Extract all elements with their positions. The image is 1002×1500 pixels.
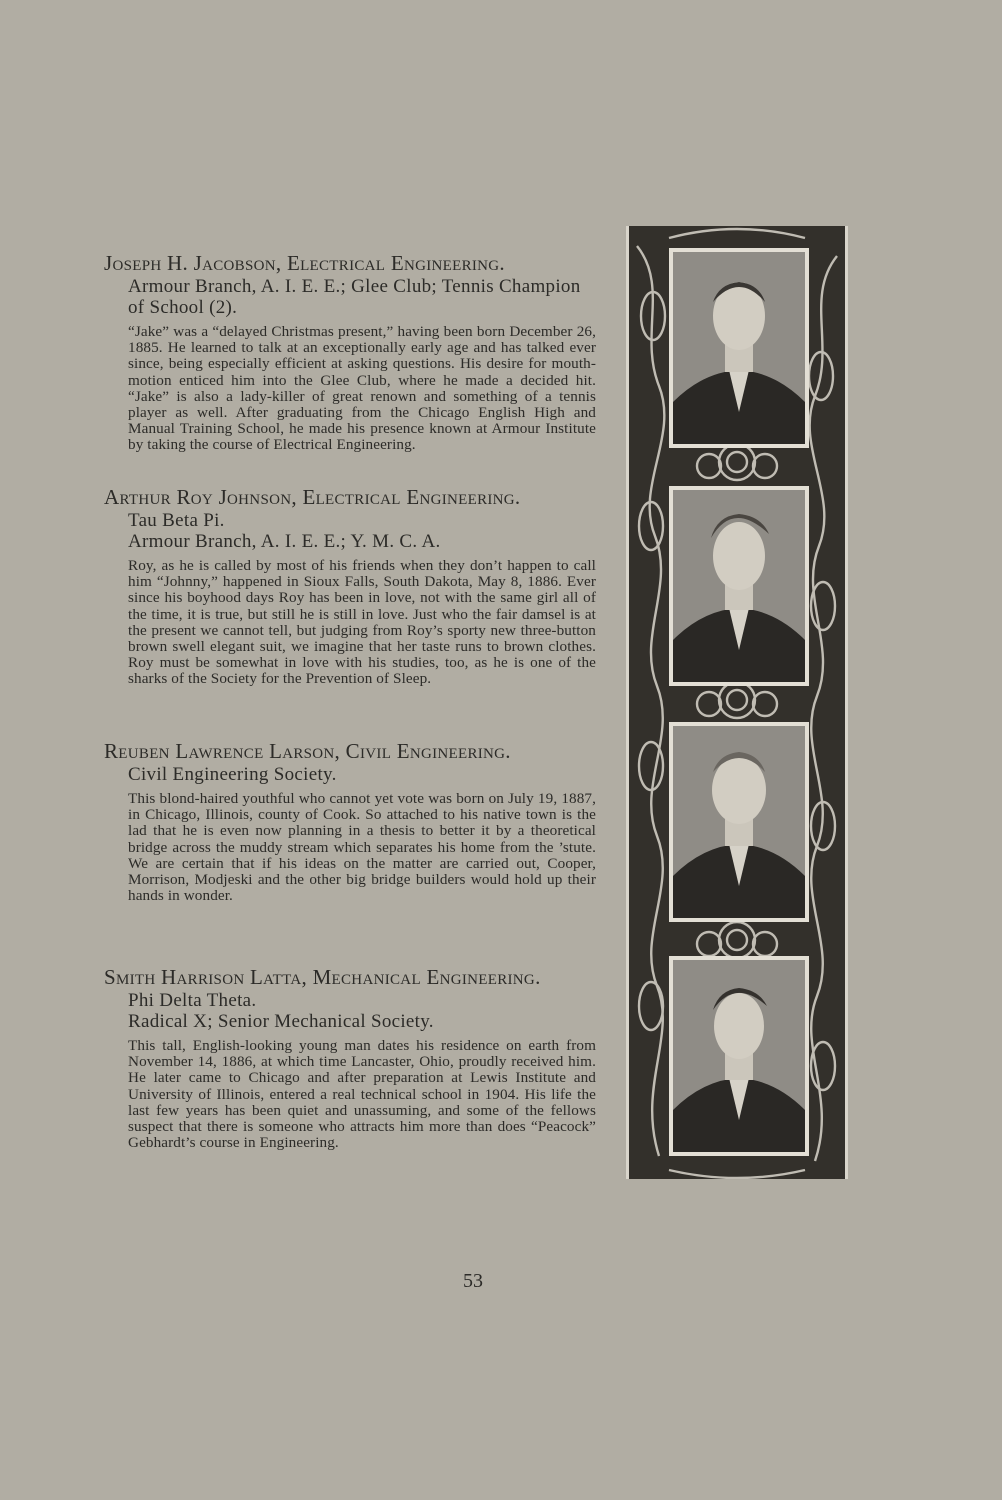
portrait-jacobson [669,248,809,448]
portrait-image [673,252,805,444]
entry-affiliation: Phi Delta Theta. [128,990,257,1011]
entry-name: Smith Harrison Latta, Mechanical Engineering. [104,965,541,989]
entry-name: Reuben Lawrence Larson, Civil Engineering. [104,739,511,763]
entry-biography: Roy, as he is called by most of his friends when they don’t happen to call him “Johnny,” happened in Sioux Falls, South Dakota, May 8, 1886. Ever since his boyhood days Roy has been in love, not with the same girl all of the time, it is true, but still he is still in love. Just who the fair damsel is at the present we cannot tell, but judging from Roy’s sporty new three-button brown swell elegant suit, we imagine that her taste runs to brown clothes. Roy must be somewhat in love with his studies, too, as he is one of the sharks of the Society for the Prevention of Sleep. [128,557,596,688]
portrait-column [626,226,848,1179]
entry-affiliation: Tau Beta Pi. [128,510,225,531]
entry-name: Arthur Roy Johnson, Electrical Engineering. [104,485,521,509]
entry-affiliation: Armour Branch, A. I. E. E.; Glee Club; Tennis Champion of School (2). [128,276,581,318]
portrait-johnson [669,486,809,686]
entry-affiliation: Civil Engineering Society. [128,764,337,785]
entry-name: Joseph H. Jacobson, Electrical Engineering. [104,251,505,275]
entry-jacobson [104,250,596,454]
portrait-image [673,960,805,1152]
entry-latta [104,964,596,1151]
portrait-image [673,726,805,918]
entry-johnson [104,484,596,688]
entry-affiliation: Armour Branch, A. I. E. E.; Y. M. C. A. [128,531,441,552]
portrait-image [673,490,805,682]
portrait-larson [669,722,809,922]
entry-affiliation: Radical X; Senior Mechanical Society. [128,1011,434,1032]
entry-biography: This tall, English-looking young man dates his residence on earth from November 14, 1886, at which time Lancaster, Ohio, proudly received him. He later came to Chicago and after preparation at Lewis Institute and University of Illinois, entered a real technical school in 1904. His life the last few years has been quiet and unassuming, and some of the fellows suspect that there is someone who attracts him more than does “Peacock” Gebhardt’s course in Engineering. [128,1037,596,1152]
entry-larson [104,738,596,904]
page-number: 53 [463,1270,483,1292]
entry-biography: “Jake” was a “delayed Christmas present,” having been born December 26, 1885. He learned to talk at an exceptionally early age and has talked ever since, being especially efficient at asking questions. His desire for mouth-motion enticed him into the Glee Club, where he made a decided hit. “Jake” is also a lady-killer of great renown and something of a tennis player as well. After graduating from the Chicago English High and Manual Training School, he made his presence known at Armour Institute by taking the course of Electrical Engineering. [128,323,596,454]
portrait-latta [669,956,809,1156]
entry-biography: This blond-haired youthful who cannot yet vote was born on July 19, 1887, in Chicago, Illinois, county of Cook. So attached to his native town is the lad that he is even now planning in a thesis to better it by a theoretical bridge across the muddy stream which separates his home from the ’stute. We are certain that if his ideas on the matter are carried out, Cooper, Morrison, Modjeski and the other big bridge builders would hold up their hands in wonder. [128,790,596,905]
